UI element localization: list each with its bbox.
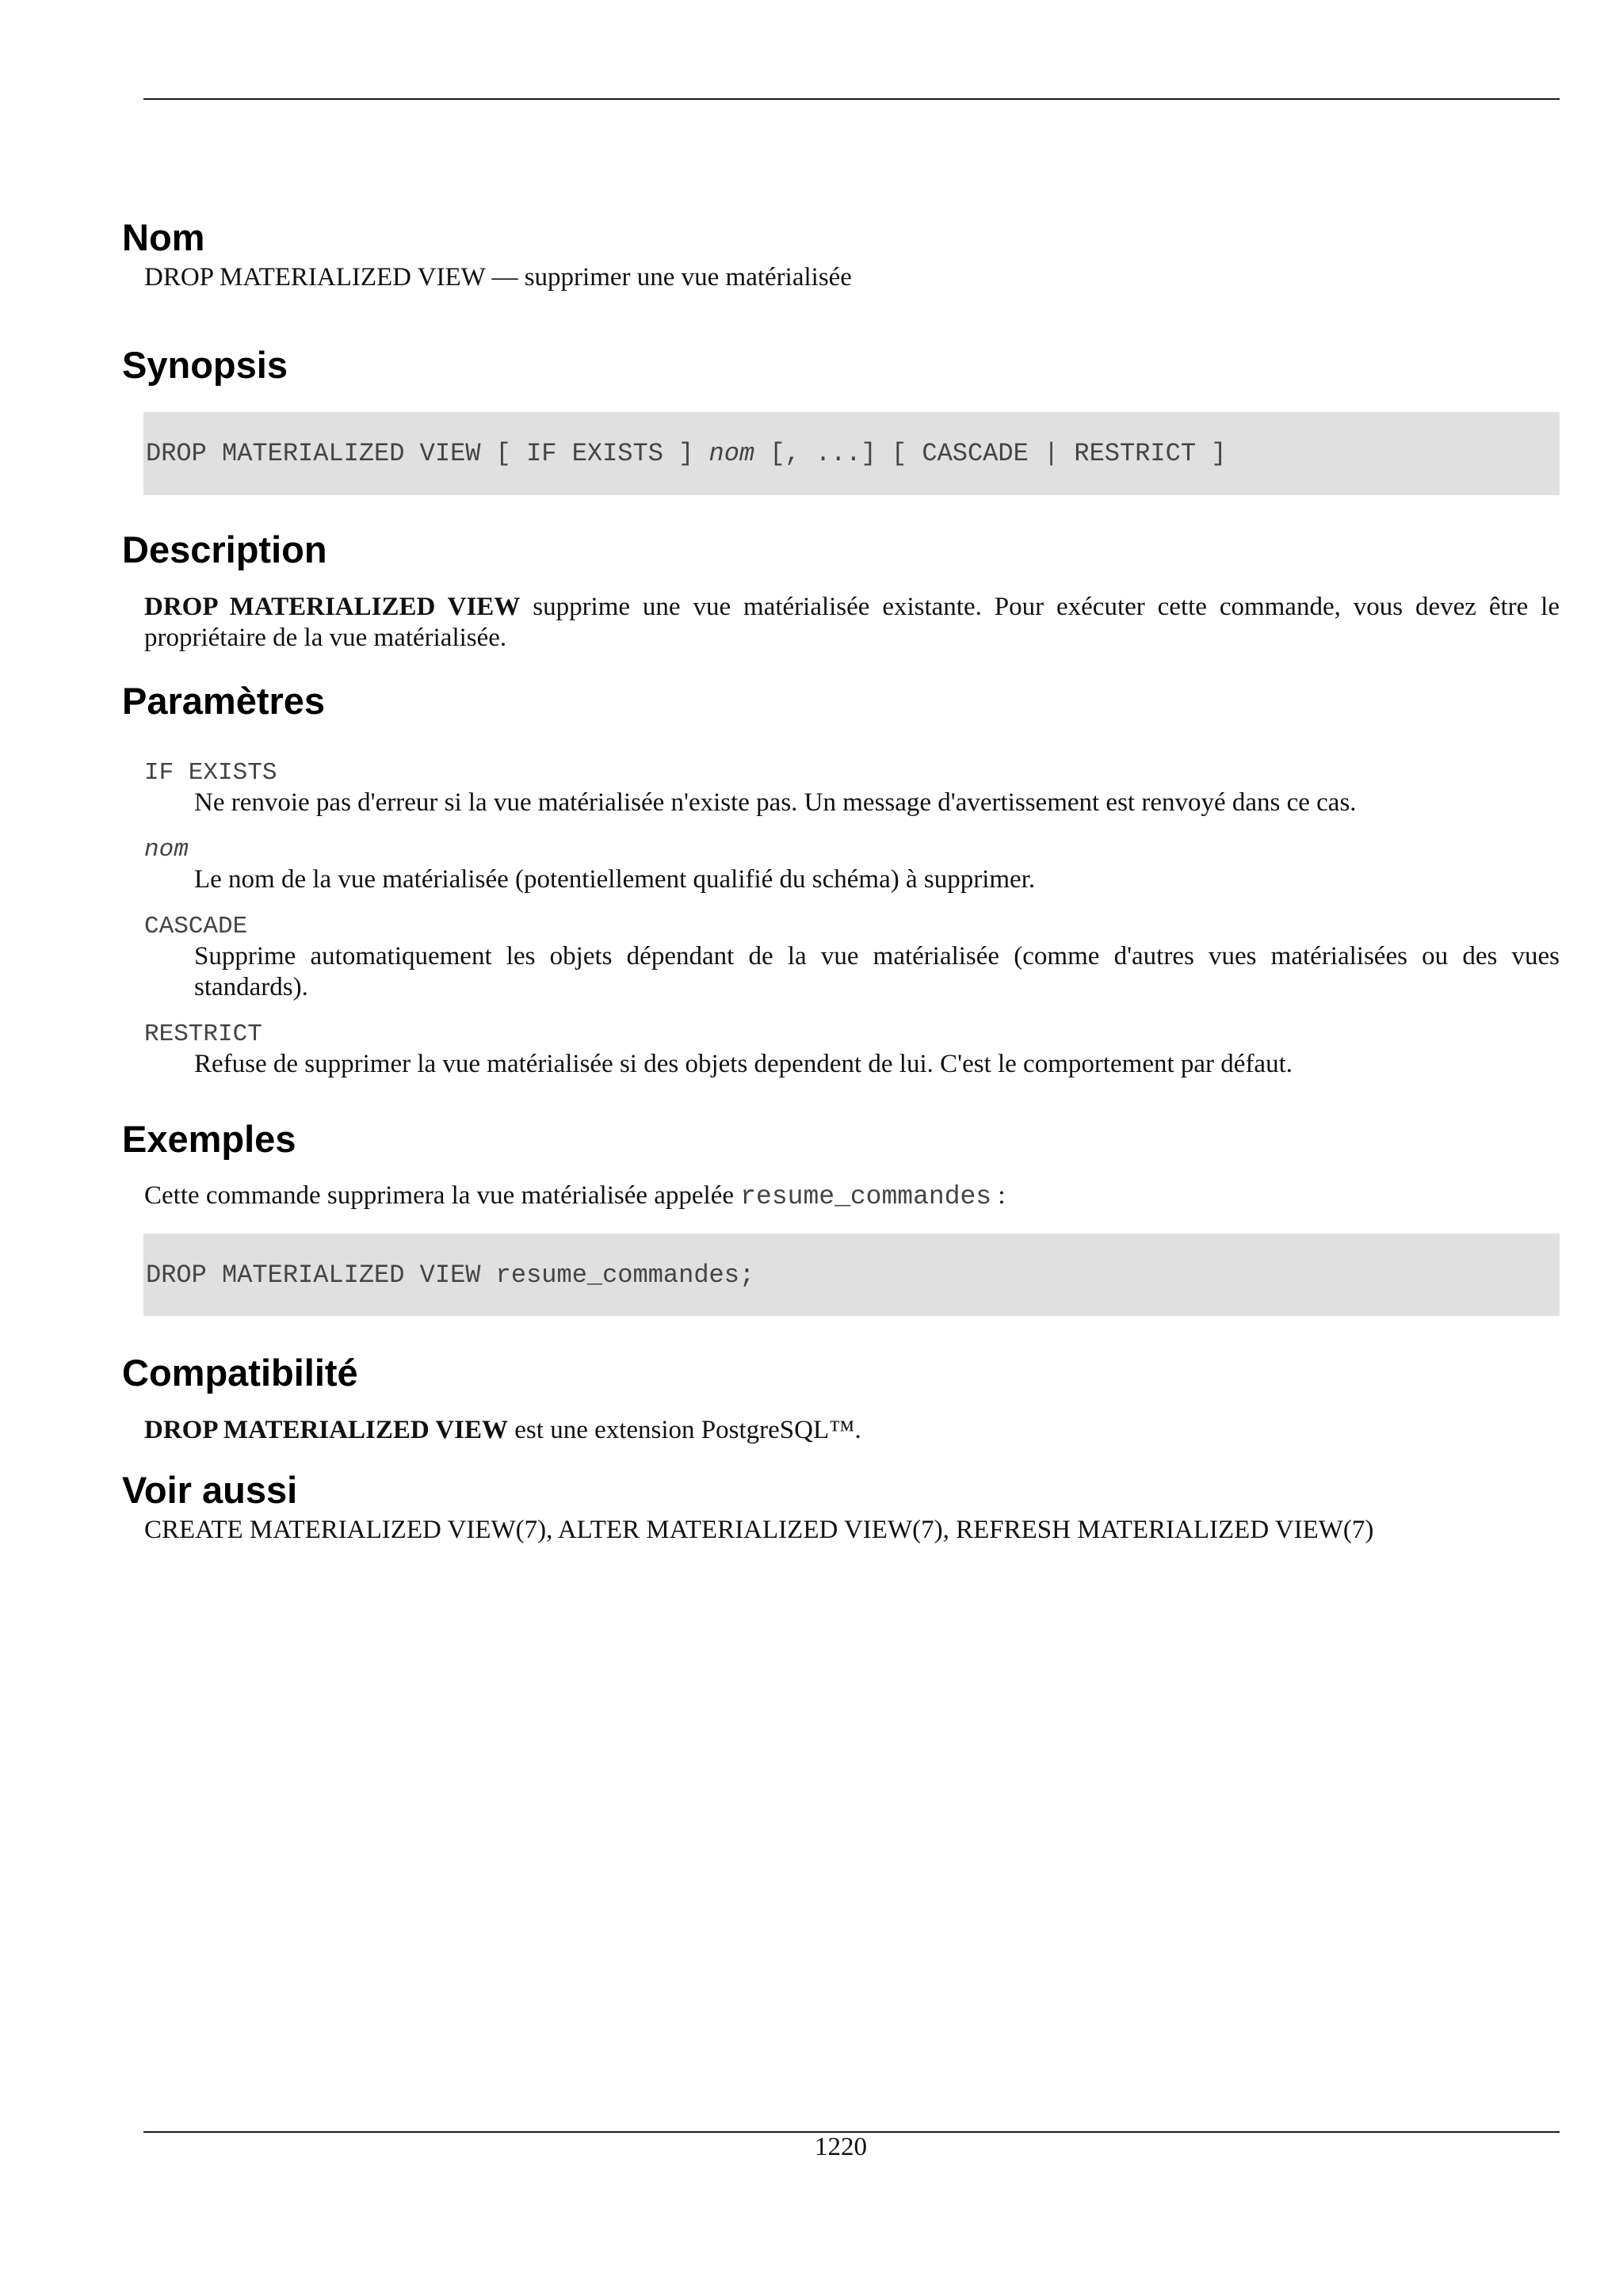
example-code-block: DROP MATERIALIZED VIEW resume_commandes; <box>143 1234 1560 1316</box>
compatibilite-paragraph <box>144 1415 1560 1446</box>
param-term-if-exists: IF EXISTS <box>144 759 277 787</box>
voir-aussi-text: CREATE MATERIALIZED VIEW(7), ALTER MATERIALIZED VIEW(7), REFRESH MATERIALIZED VIEW(7) <box>144 1516 1374 1544</box>
section-heading-nom: Nom <box>122 216 205 258</box>
param-term-nom: nom <box>144 836 189 864</box>
description-command: DROP MATERIALIZED VIEW <box>144 593 521 621</box>
exemples-paragraph <box>144 1180 1560 1212</box>
section-heading-synopsis: Synopsis <box>122 344 288 386</box>
section-heading-description: Description <box>122 528 327 570</box>
page-number: 1220 <box>815 2133 867 2161</box>
nom-text: DROP MATERIALIZED VIEW — supprimer une vue matérialisée <box>144 263 852 292</box>
compatibilite-command: DROP MATERIALIZED VIEW <box>144 1416 509 1444</box>
synopsis-code-param: nom <box>708 439 755 468</box>
section-heading-compatibilite: Compatibilité <box>122 1352 358 1394</box>
description-text: supprime une vue matérialisée existante. Pour exécuter cette commande, vous devez être le propriétaire de la vue matérialisée. <box>144 593 1560 652</box>
param-term-cascade: CASCADE <box>144 913 248 940</box>
synopsis-code-start: DROP MATERIALIZED VIEW [ IF EXISTS ] <box>146 439 709 468</box>
synopsis-code-block <box>143 412 1560 495</box>
section-heading-voir-aussi: Voir aussi <box>122 1469 298 1511</box>
synopsis-code-end: [, ...] [ CASCADE | RESTRICT ] <box>754 439 1227 468</box>
param-def-restrict: Refuse de supprimer la vue matérialisée si des objets dependent de lui. C'est le comportement par défaut. <box>194 1050 1293 1078</box>
exemples-text-end: : <box>991 1181 1006 1210</box>
exemples-text: Cette commande supprimera la vue matérialisée appelée <box>144 1181 741 1210</box>
param-term-restrict: RESTRICT <box>144 1020 262 1048</box>
compatibilite-text: est une extension PostgreSQL™. <box>508 1416 861 1444</box>
section-heading-exemples: Exemples <box>122 1118 296 1160</box>
param-def-if-exists: Ne renvoie pas d'erreur si la vue matérialisée n'existe pas. Un message d'avertissement est renvoyé dans ce cas. <box>194 788 1357 817</box>
exemples-inline-code: resume_commandes <box>740 1182 992 1211</box>
description-paragraph <box>144 592 1560 654</box>
section-heading-parametres: Paramètres <box>122 680 326 722</box>
param-def-nom: Le nom de la vue matérialisée (potentiellement qualifié du schéma) à supprimer. <box>194 865 1036 894</box>
header-rule <box>143 98 1560 100</box>
param-def-cascade: Supprime automatiquement les objets dépendant de la vue matérialisée (comme d'autres vues matérialisées ou des vues standards). <box>194 942 1560 1001</box>
